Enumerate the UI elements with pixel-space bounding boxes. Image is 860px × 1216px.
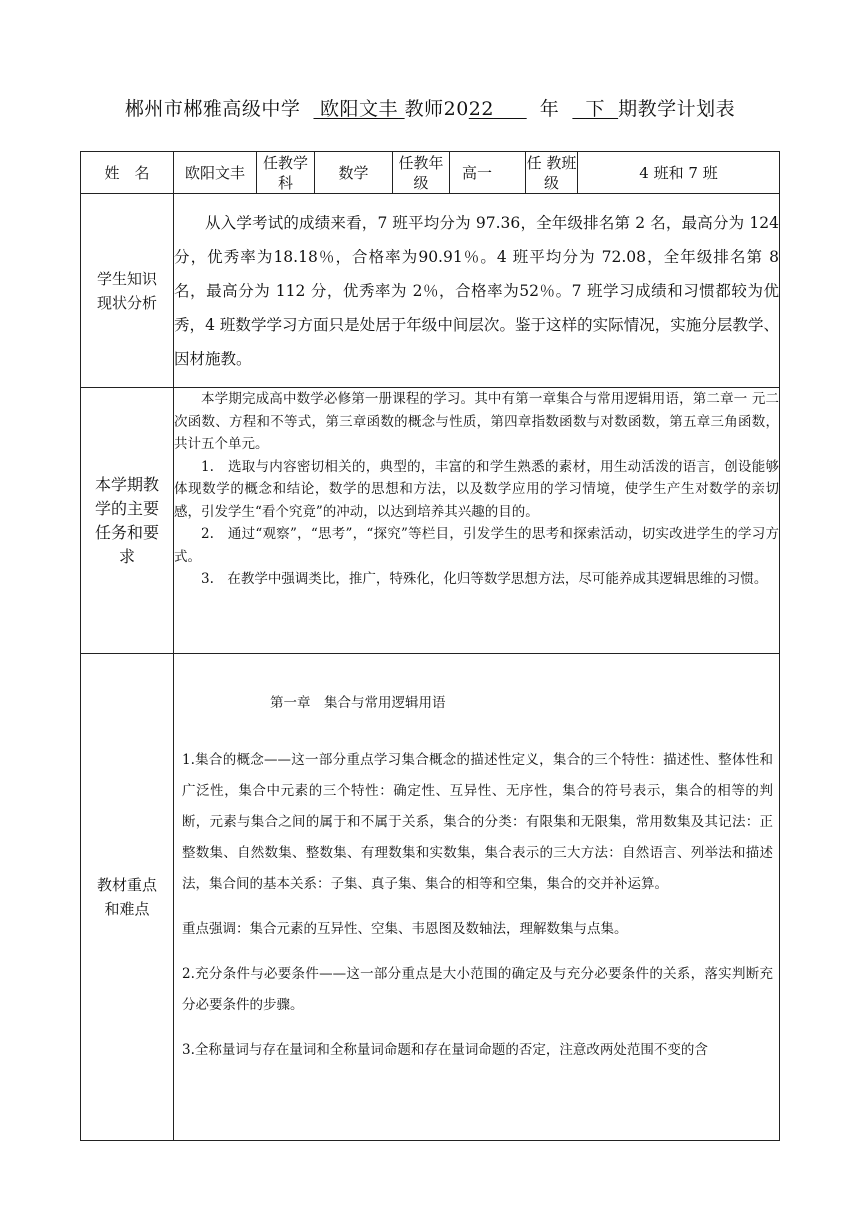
page-title bbox=[0, 94, 860, 121]
focus-row bbox=[81, 654, 780, 1141]
tasks-row bbox=[81, 388, 780, 654]
task-item-2: 2. 通过“观察”，“思考”，“探究”等栏目，引发学生的思考和探索活动，切实改进学生的学习方式。 bbox=[174, 526, 779, 565]
focus-paragraph-2: 重点强调：集合元素的互异性、空集、韦恩图及数轴法，理解数集与点集。 bbox=[182, 921, 628, 937]
tasks-cell bbox=[174, 388, 780, 654]
year-prefix: 20 bbox=[443, 98, 469, 120]
term: 下 bbox=[585, 98, 605, 120]
task-item-3: 3. 在教学中强调类比，推广，特殊化，化归等数学思想方法，尽可能养成其逻辑思维的习惯。 bbox=[201, 571, 768, 587]
teacher-name: 欧阳文丰 bbox=[320, 98, 399, 120]
focus-paragraph-3: 2.充分条件与必要条件——这一部分重点是大小范围的确定及与充分必要条件的关系，落实判断充分必要条件的步骤。 bbox=[182, 966, 773, 1013]
class-value: 4 班和 7 班 bbox=[578, 152, 780, 194]
analysis-cell bbox=[174, 194, 780, 388]
tasks-label: 本学期教学的主要任务和要求 bbox=[81, 388, 174, 654]
focus-cell bbox=[174, 654, 780, 1141]
task-item-1: 1. 选取与内容密切相关的，典型的，丰富的和学生熟悉的素材，用生动活泼的语言，创设能够体现数学的概念和结论，数学的思想和方法，以及数学应用的学习情境，使学生产生对数学的亲切感，引发学生“看个究竟”的冲动，以达到培养其兴趣的目的。 bbox=[174, 458, 779, 520]
focus-label: 教材重点和难点 bbox=[81, 654, 174, 1141]
title-tail: 期教学计划表 bbox=[618, 98, 736, 120]
grade-label: 任教年级 bbox=[393, 152, 450, 194]
analysis-label: 学生知识现状分析 bbox=[81, 194, 174, 388]
focus-paragraph-4: 3.全称量词与存在量词和全称量词命题和存在量词命题的否定，注意改两处范围不变的含 bbox=[182, 1042, 708, 1058]
year-suffix: 22 bbox=[468, 98, 494, 120]
name-label: 姓 名 bbox=[81, 152, 174, 194]
focus-paragraph-1: 1.集合的概念——这一部分重点学习集合概念的描述性定义，集合的三个特性：描述性、整体性和广泛性，集合中元素的三个特性：确定性、互异性、无序性，集合的符号表示，集合的相等的判断，元素与集合之间的属于和不属于关系，集合的分类：有限集和无限集，常用数集及其记法：正整数集、自然数集、整数集、有理数集和实数集，集合表示的三大方法：自然语言、列举法和描述法，集合间的基本关系：子集、真子集、集合的相等和空集，集合的交并补运算。 bbox=[182, 752, 773, 892]
tasks-intro: 本学期完成高中数学必修第一册课程的学习。其中有第一章集合与常用逻辑用语，第二章一 元二次函数、方程和不等式，第三章函数的概念与性质，第四章指数函数与对数函数，第五章三角函数，共计五个单元。 bbox=[174, 391, 779, 452]
analysis-row bbox=[81, 194, 780, 388]
year-word: 年 bbox=[539, 98, 560, 120]
teacher-word: 教师 bbox=[404, 98, 444, 120]
chapter-title: 第一章 集合与常用逻辑用语 bbox=[270, 695, 446, 711]
class-label: 任 教班级 bbox=[526, 153, 577, 192]
school-name: 郴州市郴雅高级中学 bbox=[124, 98, 301, 120]
analysis-text: 从入学考试的成绩来看，7 班平均分为 97.36，全年级排名第 2 名，最高分为 124 分，优秀率为18.18％，合格率为90.91％。4 班平均分为 72.08，全年级排名第 8 名，最高分为 112 分，优秀率为 2％，合格率为52％。7 班学习成绩和习惯都较为优秀，4 班数学学习方面只是处居于年级中间层次。鉴于这样的实际情况，实施分层教学、因材施教。 bbox=[174, 213, 779, 368]
info-row bbox=[81, 152, 780, 194]
subject-label: 任教学科 bbox=[257, 152, 315, 194]
grade-value: 高一 bbox=[450, 152, 526, 194]
name-value: 欧阳文丰 bbox=[174, 152, 257, 194]
teaching-plan-table bbox=[80, 151, 780, 1141]
subject-value: 数学 bbox=[315, 152, 393, 194]
